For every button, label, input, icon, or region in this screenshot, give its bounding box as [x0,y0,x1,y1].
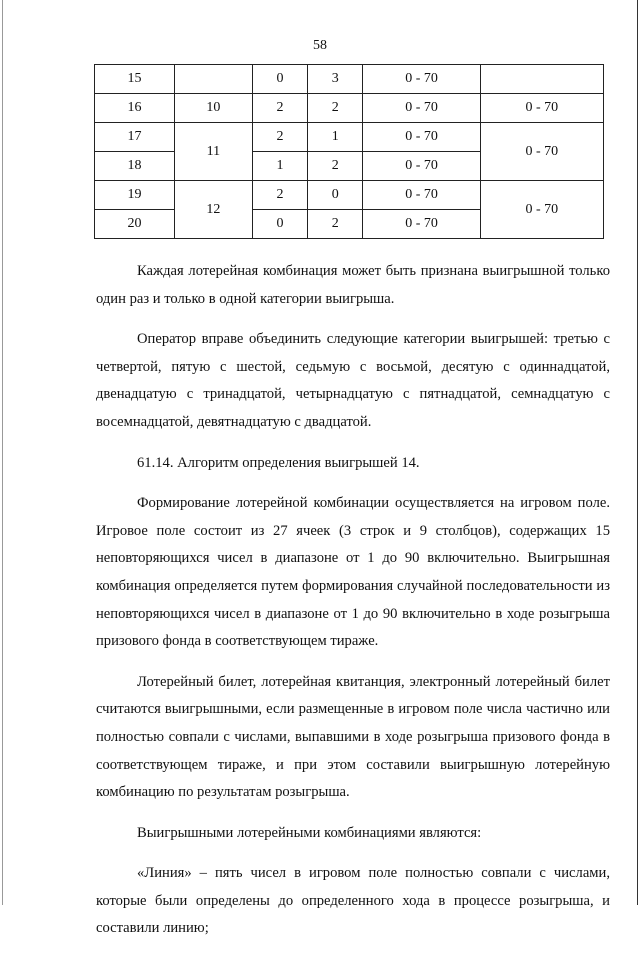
table-cell: 15 [95,65,175,94]
scan-edge-left [2,0,3,905]
table-cell: 18 [95,152,175,181]
table-cell: 0 - 70 [363,94,480,123]
scan-edge-right [637,0,638,905]
table-cell: 2 [252,181,307,210]
table-cell: 1 [252,152,307,181]
table-row [95,65,604,94]
table-cell: 16 [95,94,175,123]
paragraph: Выигрышными лотерейными комбинациями являются: [137,824,482,841]
table-cell: 0 - 70 [480,94,603,123]
table-cell: 20 [95,210,175,239]
table-cell: 0 - 70 [480,123,603,181]
prize-category-table [94,64,604,239]
table-cell: 0 - 70 [363,181,480,210]
table-cell: 2 [308,94,363,123]
table-cell: 10 [174,94,252,123]
body-text [96,258,610,956]
table-cell: 0 [308,181,363,210]
table-cell: 2 [252,94,307,123]
table-cell: 0 [252,210,307,239]
table-cell: 0 [252,65,307,94]
paragraph: Оператор вправе объединить следующие категории выигрышей: третью с четвертой, пятую с шестой, седьмую с восьмой, десятую с одиннадцатой, двенадцатую с тринадцатой, четырнадцатую с пятнадцатой, семнадцатую с восемнадцатой, девятнадцатую с двадцатой. [96,331,610,430]
table-cell: 0 - 70 [363,123,480,152]
table-cell: 19 [95,181,175,210]
table-cell [174,65,252,94]
table-cell: 11 [174,123,252,181]
table-cell [480,65,603,94]
table-cell: 0 - 70 [363,210,480,239]
section-heading: 61.14. Алгоритм определения выигрышей 14. [137,454,420,471]
table-row [95,181,604,210]
table-cell: 2 [308,152,363,181]
table-cell: 12 [174,181,252,239]
paragraph: Формирование лотерейной комбинации осуществляется на игровом поле. Игровое поле состоит из 27 ячеек (3 строк и 9 столбцов), содержащих 15 неповторяющихся чисел в диапазоне от 1 до 90 включительно. Выигрышная комбинация определяется путем формирования случайной последовательности из неповторяющихся чисел в диапазоне от 1 до 90 включительно в ходе розыгрыша призового фонда в соответствующем тираже. [96,495,610,650]
table-cell: 0 - 70 [363,152,480,181]
table-cell: 0 - 70 [480,181,603,239]
table-cell: 2 [308,210,363,239]
table-row [95,94,604,123]
table-cell: 17 [95,123,175,152]
table-row [95,123,604,152]
table-cell: 0 - 70 [363,65,480,94]
table-cell: 1 [308,123,363,152]
table-cell: 2 [252,123,307,152]
paragraph: Каждая лотерейная комбинация может быть признана выигрышной только один раз и только в одной категории выигрыша. [96,263,610,307]
table-cell: 3 [308,65,363,94]
paragraph: «Линия» – пять чисел в игровом поле полностью совпали с числами, которые были определены до определенного хода в процессе розыгрыша, и составили линию; [96,865,610,937]
paragraph: Лотерейный билет, лотерейная квитанция, электронный лотерейный билет считаются выигрышными, если размещенные в игровом поле числа частично или полностью совпали с числами, выпавшими в ходе розыгрыша призового фонда в соответствующем тираже, и при этом составили выигрышную лотерейную комбинацию по результатам розыгрыша. [96,673,610,801]
page-number: 58 [313,38,327,53]
